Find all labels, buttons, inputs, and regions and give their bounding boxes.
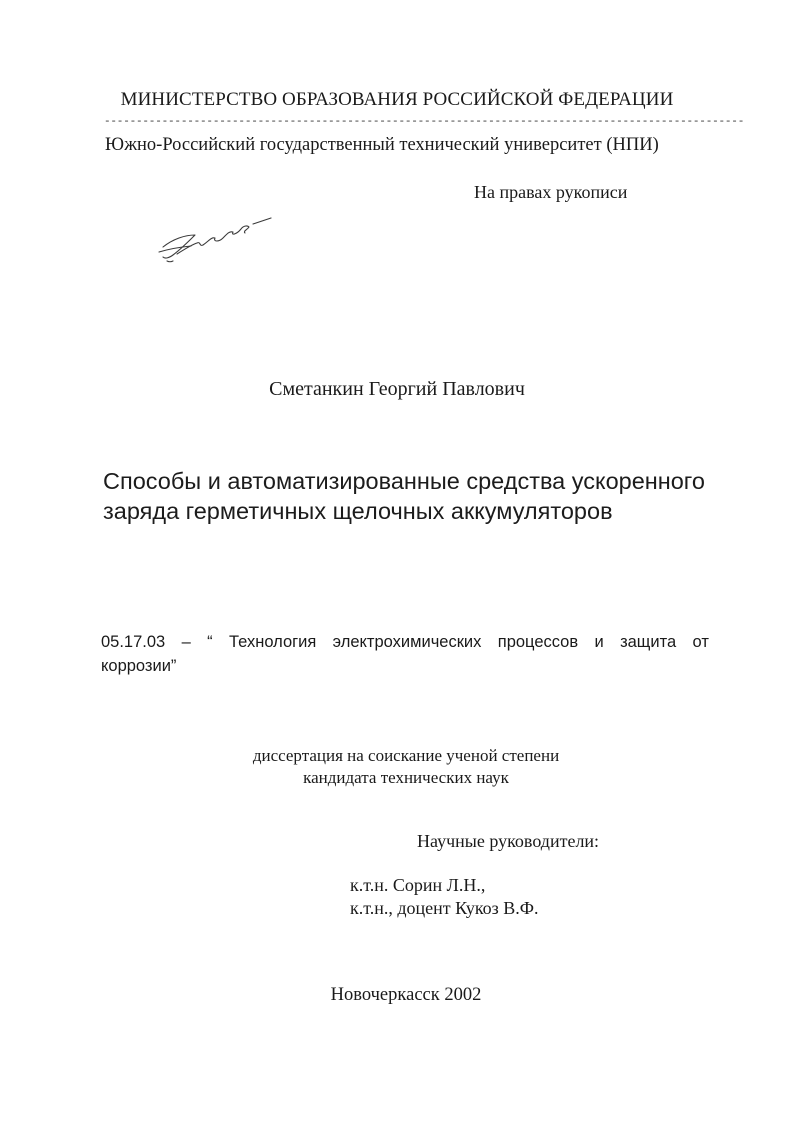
university-name: Южно-Российский государственный технический университет (НПИ)	[105, 135, 659, 155]
supervisor-item: к.т.н., доцент Кукоз В.Ф.	[350, 898, 539, 918]
supervisors-label: Научные руководители:	[417, 831, 600, 851]
degree-line-1: диссертация на соискание ученой степени	[252, 746, 560, 765]
supervisor-item: к.т.н. Сорин Л.Н.,	[350, 875, 486, 895]
specialty-code-line	[101, 633, 709, 652]
separator-line: ----------------------------------------------------------------------------------------------------	[104, 116, 745, 128]
specialty-word: 05.17.03	[101, 633, 166, 651]
specialty-word: электрохимических	[332, 633, 482, 651]
specialty-word: процессов	[497, 633, 579, 651]
specialty-word: –	[181, 633, 191, 651]
dissertation-title	[103, 466, 705, 526]
specialty-word: от	[692, 633, 709, 651]
specialty-word: “	[207, 633, 213, 651]
city-year: Новочеркасск 2002	[330, 985, 482, 1005]
specialty-word: Технология	[229, 633, 317, 651]
author-name: Сметанкин Георгий Павлович	[269, 378, 525, 400]
manuscript-note: На правах рукописи	[474, 182, 628, 202]
title-line-2: заряда герметичных щелочных аккумуляторов	[103, 498, 613, 524]
specialty-word: и	[594, 633, 604, 651]
title-line-1: Способы и автоматизированные средства ускоренного	[103, 468, 705, 494]
ministry-heading: МИНИСТЕРСТВО ОБРАЗОВАНИЯ РОССИЙСКОЙ ФЕДЕРАЦИИ	[120, 89, 674, 110]
degree-line-2: кандидата технических наук	[303, 768, 509, 787]
specialty-continuation: коррозии”	[101, 657, 177, 675]
signature-icon	[155, 205, 285, 275]
specialty-word: защита	[620, 633, 677, 651]
